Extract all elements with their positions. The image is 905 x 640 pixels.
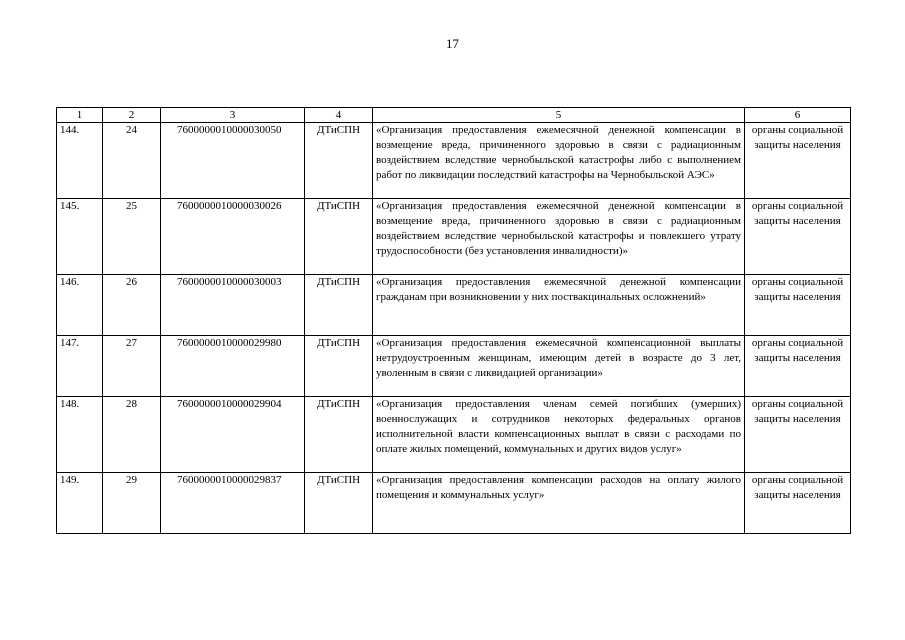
row-index: 28 [103,397,161,473]
service-code: 7600000010000029904 [161,397,305,473]
service-code: 7600000010000030026 [161,199,305,275]
service-name: «Организация предоставления ежемесячной денежной компенсации в возмещение вреда, причиненного здоровью в связи с радиационным воздействием вследствие чернобыльской катастрофы и повлекшего утрату трудоспособности (без установления инвалидности)» [373,199,745,275]
service-name: «Организация предоставления ежемесячной компенсационной выплаты нетрудоустроенным женщинам, имеющим детей в возрасте до 3 лет, уволенным в связи с ликвидацией организации» [373,336,745,397]
responsible-org: органы социальной защиты населения [745,473,851,534]
table-header-row [57,108,851,123]
column-header: 1 [57,108,103,123]
column-header: 2 [103,108,161,123]
table-row [57,397,851,473]
department: ДТиСПН [305,336,373,397]
row-number: 147. [57,336,103,397]
row-index: 27 [103,336,161,397]
row-number: 145. [57,199,103,275]
service-code: 7600000010000029837 [161,473,305,534]
table-row [57,199,851,275]
column-header: 4 [305,108,373,123]
service-name: «Организация предоставления компенсации расходов на оплату жилого помещения и коммунальных услуг» [373,473,745,534]
service-name: «Организация предоставления членам семей погибших (умерших) военнослужащих и сотрудников некоторых федеральных органов исполнительной власти компенсационных выплат в связи с расходами по оплате жилых помещений, коммунальных и других видов услуг» [373,397,745,473]
table-row [57,336,851,397]
column-header: 3 [161,108,305,123]
row-number: 149. [57,473,103,534]
responsible-org: органы социальной защиты населения [745,275,851,336]
column-header: 6 [745,108,851,123]
table-row [57,123,851,199]
page-number: 17 [446,36,459,51]
row-number: 148. [57,397,103,473]
row-number: 144. [57,123,103,199]
responsible-org: органы социальной защиты населения [745,397,851,473]
row-index: 29 [103,473,161,534]
department: ДТиСПН [305,199,373,275]
table-row [57,275,851,336]
service-code: 7600000010000030003 [161,275,305,336]
service-name: «Организация предоставления ежемесячной денежной компенсации в возмещение вреда, причиненного здоровью в связи с радиационным воздействием вследствие чернобыльской катастрофы либо с выполнением работ по ликвидации последствий катастрофы на Чернобыльской АЭС» [373,123,745,199]
table-row [57,473,851,534]
row-number: 146. [57,275,103,336]
responsible-org: органы социальной защиты населения [745,199,851,275]
department: ДТиСПН [305,275,373,336]
department: ДТиСПН [305,123,373,199]
department: ДТиСПН [305,397,373,473]
responsible-org: органы социальной защиты населения [745,336,851,397]
service-code: 7600000010000030050 [161,123,305,199]
service-name: «Организация предоставления ежемесячной денежной компенсации гражданам при возникновении у них поствакцинальных осложнений» [373,275,745,336]
department: ДТиСПН [305,473,373,534]
services-table [56,107,851,534]
responsible-org: органы социальной защиты населения [745,123,851,199]
column-header: 5 [373,108,745,123]
row-index: 24 [103,123,161,199]
row-index: 26 [103,275,161,336]
row-index: 25 [103,199,161,275]
service-code: 7600000010000029980 [161,336,305,397]
